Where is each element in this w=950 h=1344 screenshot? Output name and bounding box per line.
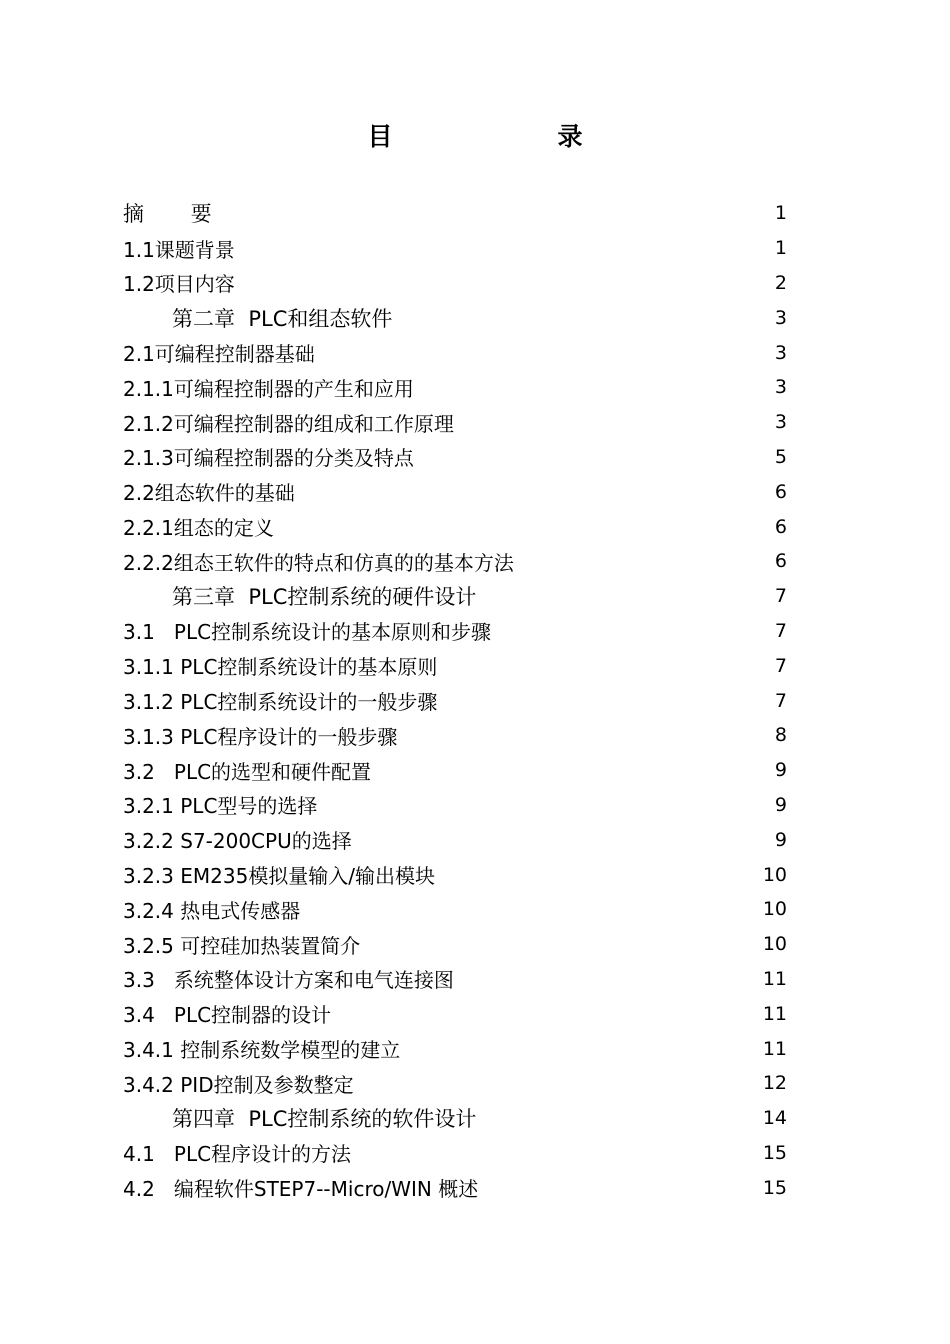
page-title: 目 录 <box>367 122 653 151</box>
toc-page-number: 8 <box>774 724 787 747</box>
toc-page-number: 1 <box>774 202 787 225</box>
toc-entry-title: 3.1.2 PLC控制系统设计的一般步骤 <box>123 690 438 715</box>
toc-section-entry[interactable] <box>123 1066 787 1101</box>
toc-section-entry[interactable] <box>123 405 787 440</box>
toc-page-number: 9 <box>774 828 787 851</box>
toc-page-number: 11 <box>762 967 787 990</box>
toc-section-entry[interactable] <box>123 683 787 718</box>
toc-entry-title: 3.1.3 PLC程序设计的一般步骤 <box>123 724 398 749</box>
toc-section-entry[interactable] <box>123 648 787 683</box>
toc-page-number: 6 <box>774 550 787 573</box>
toc-section-entry[interactable] <box>123 1136 787 1171</box>
toc-section-entry[interactable] <box>123 440 787 475</box>
toc-section-entry[interactable] <box>123 1170 787 1205</box>
toc-page-number: 7 <box>774 654 787 677</box>
toc-page-number: 1 <box>774 237 787 260</box>
toc-page-number: 2 <box>774 271 787 294</box>
toc-entry-title: 摘 要 <box>123 202 232 227</box>
toc-page-number: 12 <box>762 1072 787 1095</box>
toc-entry-title: 3.1.1 PLC控制系统设计的基本原则 <box>123 655 438 680</box>
toc-page-number: 15 <box>762 1141 787 1164</box>
toc-entry-title: 2.2组态软件的基础 <box>123 481 295 506</box>
table-of-contents <box>123 196 787 1205</box>
toc-section-entry[interactable] <box>123 1031 787 1066</box>
toc-page-number: 5 <box>774 445 787 468</box>
toc-section-entry[interactable] <box>123 266 787 301</box>
toc-page-number: 10 <box>762 898 787 921</box>
toc-entry-title: 3.2 PLC的选型和硬件配置 <box>123 759 372 784</box>
toc-entry-title: 2.1.1可编程控制器的产生和应用 <box>123 376 414 401</box>
toc-entry-title: 3.4 PLC控制器的设计 <box>123 1003 332 1028</box>
toc-entry-title: 3.2.4 热电式传感器 <box>123 898 301 923</box>
toc-section-entry[interactable] <box>123 544 787 579</box>
toc-abstract-entry[interactable] <box>123 196 787 231</box>
toc-page-number: 14 <box>762 1107 787 1130</box>
toc-page-number: 7 <box>774 585 787 608</box>
toc-entry-title: 第三章 PLC控制系统的硬件设计 <box>172 585 477 610</box>
toc-entry-title: 2.1可编程控制器基础 <box>123 342 315 367</box>
toc-entry-title: 2.2.1组态的定义 <box>123 516 274 541</box>
toc-section-entry[interactable] <box>123 335 787 370</box>
toc-entry-title: 3.2.5 可控硅加热装置简介 <box>123 933 361 958</box>
toc-entry-title: 2.1.3可编程控制器的分类及特点 <box>123 446 414 471</box>
toc-entry-title: 4.2 编程软件STEP7--Micro/WIN 概述 <box>123 1177 479 1202</box>
toc-section-entry[interactable] <box>123 962 787 997</box>
toc-entry-title: 4.1 PLC程序设计的方法 <box>123 1142 352 1167</box>
toc-section-entry[interactable] <box>123 614 787 649</box>
toc-page-number: 10 <box>762 863 787 886</box>
toc-entry-title: 3.2.1 PLC型号的选择 <box>123 794 318 819</box>
toc-page-number: 11 <box>762 1037 787 1060</box>
toc-entry-title: 3.1 PLC控制系统设计的基本原则和步骤 <box>123 620 492 645</box>
toc-section-entry[interactable] <box>123 718 787 753</box>
toc-entry-title: 3.4.2 PID控制及参数整定 <box>123 1072 354 1097</box>
toc-entry-title: 2.1.2可编程控制器的组成和工作原理 <box>123 411 454 436</box>
toc-page-number: 11 <box>762 1002 787 1025</box>
toc-entry-title: 1.1课题背景 <box>123 237 235 262</box>
toc-entry-title: 1.2项目内容 <box>123 272 235 297</box>
toc-page-number: 3 <box>774 306 787 329</box>
toc-page-number: 7 <box>774 689 787 712</box>
toc-page-number: 10 <box>762 933 787 956</box>
toc-section-entry[interactable] <box>123 370 787 405</box>
toc-entry-title: 2.2.2组态王软件的特点和仿真的的基本方法 <box>123 550 514 575</box>
toc-entry-title: 3.3 系统整体设计方案和电气连接图 <box>123 968 454 993</box>
toc-page-number: 7 <box>774 619 787 642</box>
toc-entry-title: 3.2.3 EM235模拟量输入/输出模块 <box>123 864 436 889</box>
toc-section-entry[interactable] <box>123 231 787 266</box>
toc-section-entry[interactable] <box>123 753 787 788</box>
toc-page-number: 3 <box>774 376 787 399</box>
toc-chapter-entry[interactable] <box>123 1101 787 1136</box>
toc-section-entry[interactable] <box>123 927 787 962</box>
toc-page-number: 6 <box>774 480 787 503</box>
toc-section-entry[interactable] <box>123 474 787 509</box>
toc-page-number: 6 <box>774 515 787 538</box>
toc-section-entry[interactable] <box>123 509 787 544</box>
toc-entry-title: 第二章 PLC和组态软件 <box>172 306 393 331</box>
toc-page-number: 15 <box>762 1176 787 1199</box>
toc-entry-title: 3.4.1 控制系统数学模型的建立 <box>123 1038 401 1063</box>
toc-section-entry[interactable] <box>123 857 787 892</box>
toc-entry-title: 第四章 PLC控制系统的软件设计 <box>172 1107 477 1132</box>
toc-chapter-entry[interactable] <box>123 300 787 335</box>
toc-section-entry[interactable] <box>123 822 787 857</box>
toc-section-entry[interactable] <box>123 892 787 927</box>
toc-section-entry[interactable] <box>123 996 787 1031</box>
toc-section-entry[interactable] <box>123 788 787 823</box>
toc-entry-title: 3.2.2 S7-200CPU的选择 <box>123 829 352 854</box>
toc-chapter-entry[interactable] <box>123 579 787 614</box>
toc-page-number: 9 <box>774 759 787 782</box>
toc-page-number: 3 <box>774 341 787 364</box>
toc-page-number: 9 <box>774 793 787 816</box>
toc-page-number: 3 <box>774 411 787 434</box>
